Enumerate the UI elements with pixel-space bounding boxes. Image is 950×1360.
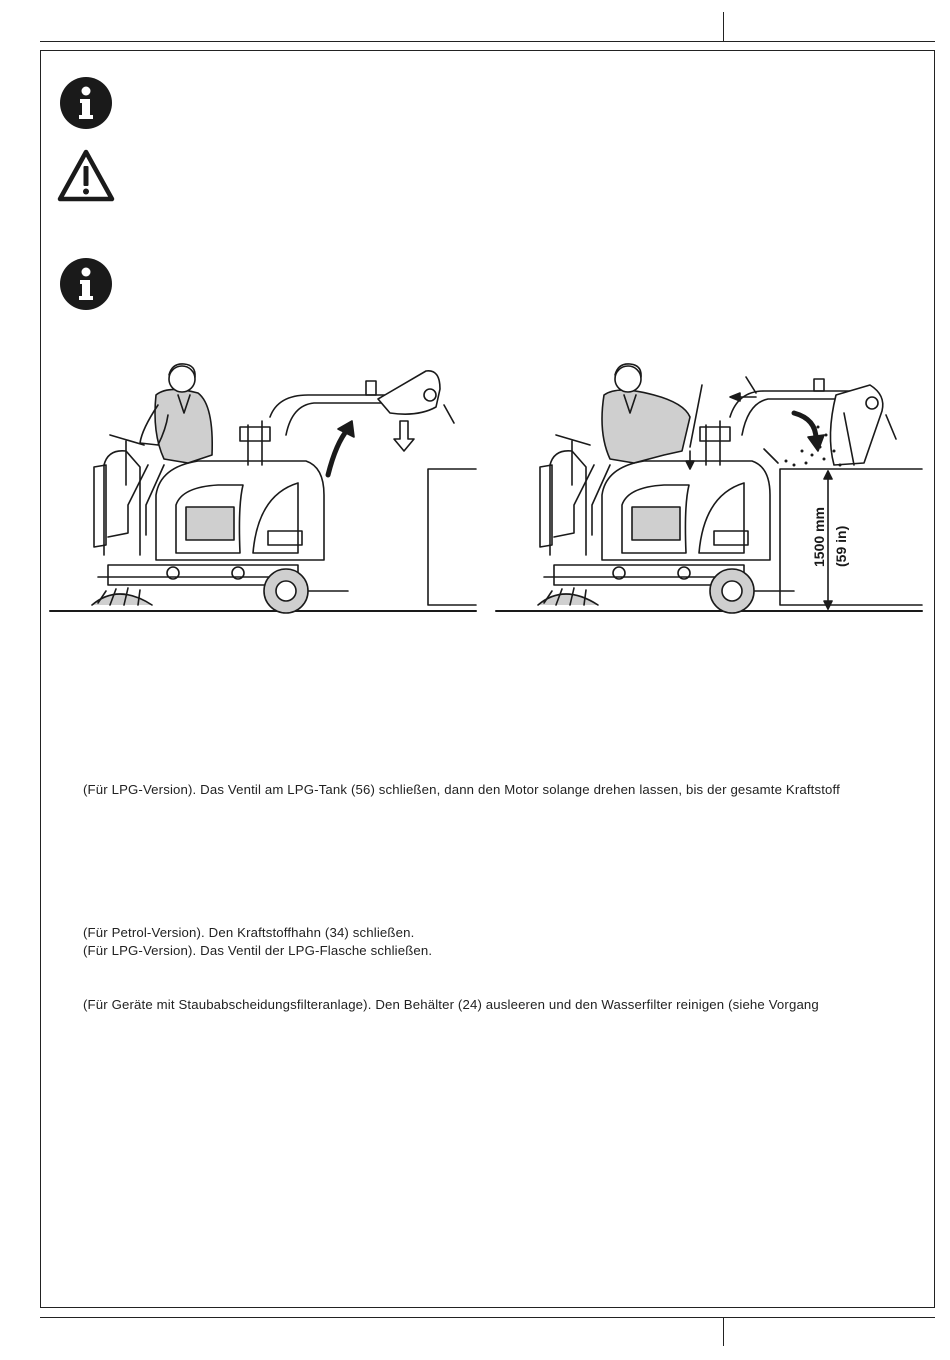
info-icon	[58, 75, 114, 131]
header-tick	[723, 12, 724, 41]
sweeper-hopper-raised-illustration	[48, 355, 478, 617]
footer-tick	[723, 1318, 724, 1346]
sweeper-dumping-illustration	[494, 355, 926, 617]
lpg-bottle-paragraph: (Für LPG-Version). Das Ventil der LPG-Flasche schließen.	[83, 943, 433, 958]
content-frame	[40, 50, 935, 1308]
dust-filter-paragraph: (Für Geräte mit Staubabscheidungsfilteranlage). Den Behälter (24) ausleeren und den Wasserfilter reinigen (siehe Vorgang	[83, 997, 819, 1012]
dimension-in-label: (59 in)	[833, 525, 849, 567]
info-icon	[58, 256, 114, 312]
dimension-mm-label: 1500 mm	[811, 507, 827, 567]
lpg-tank-paragraph: (Für LPG-Version). Das Ventil am LPG-Tank (56) schließen, dann den Motor solange drehen lassen, bis der gesamte Kraftstoff	[83, 782, 840, 797]
warning-icon	[56, 148, 116, 204]
header-rule	[40, 41, 935, 42]
petrol-tap-paragraph: (Für Petrol-Version). Den Kraftstoffhahn (34) schließen.	[83, 925, 415, 940]
footer-rule	[40, 1317, 935, 1318]
